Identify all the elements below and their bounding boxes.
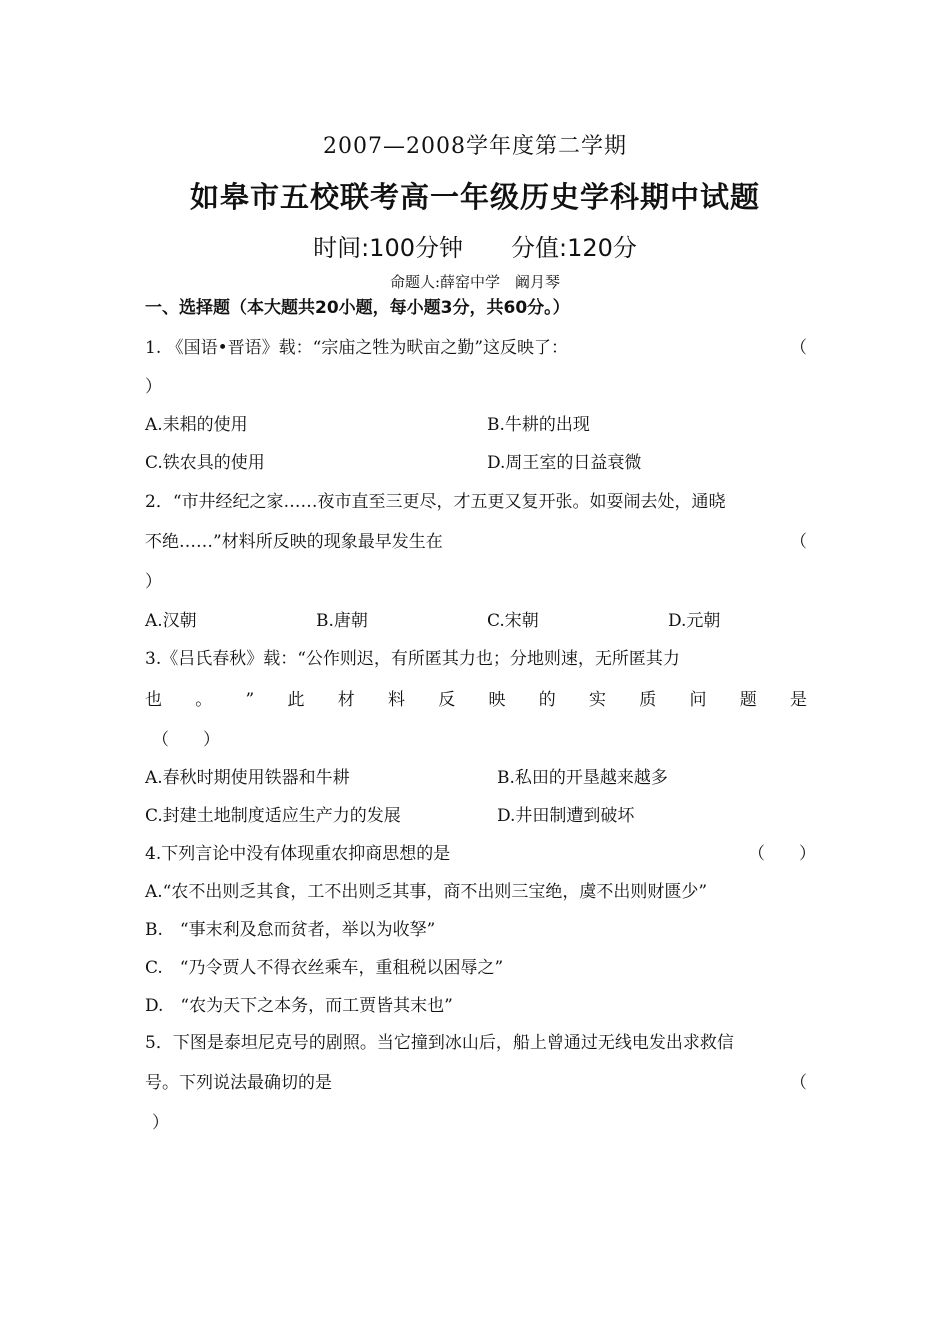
- question-2-option-a: A.汉朝: [145, 611, 197, 631]
- q3-char: 也: [145, 690, 162, 710]
- section-heading: 一、选择题（本大题共20小题，每小题3分，共60分。）: [145, 298, 570, 318]
- q3-char: 映: [488, 690, 506, 710]
- exam-time-score: 时间:100分钟 分值:120分: [313, 234, 637, 262]
- question-4-option-d: D. “农为天下之本务，而工贾皆其末也”: [145, 996, 453, 1016]
- question-1-paren-close: ）: [145, 377, 162, 397]
- question-2-stem-line1: 2．“市井经纪之家……夜市直至三更尽，才五更又复开张。如耍闹去处，通晓: [145, 492, 726, 512]
- question-5-stem-line2: 号。下列说法最确切的是: [145, 1073, 332, 1093]
- question-1-paren-open: （: [790, 338, 807, 358]
- question-5-paren-open: （: [790, 1073, 807, 1093]
- question-5-paren-close: ）: [152, 1113, 169, 1133]
- question-1-option-b: B.牛耕的出现: [487, 415, 590, 435]
- exam-title: 如皋市五校联考高一年级历史学科期中试题: [189, 180, 760, 214]
- q3-char: 。: [195, 690, 213, 710]
- question-1-option-a: A.耒耜的使用: [145, 415, 248, 435]
- q3-char: 问: [689, 690, 707, 710]
- q3-char: 材: [337, 690, 355, 710]
- question-4-option-b: B. “事末利及怠而贫者，举以为收孥”: [145, 920, 436, 940]
- question-1-option-d: D.周王室的日益衰微: [487, 453, 642, 473]
- question-2-option-d: D.元朝: [668, 611, 721, 631]
- question-2-option-b: B.唐朝: [316, 611, 368, 631]
- exam-author: 命题人:薛窑中学 阚月琴: [389, 273, 561, 291]
- question-3-option-b: B.私田的开垦越来越多: [497, 768, 668, 788]
- q3-char: ”: [245, 690, 255, 710]
- question-5-stem-line1: 5．下图是泰坦尼克号的剧照。当它撞到冰山后，船上曾通过无线电发出求救信: [145, 1033, 734, 1053]
- question-3-option-a: A.春秋时期使用铁器和牛耕: [145, 768, 350, 788]
- q3-char: 反: [438, 690, 456, 710]
- exam-term: 2007—2008学年度第二学期: [323, 134, 627, 159]
- question-1-option-c: C.铁农具的使用: [145, 453, 265, 473]
- question-3-stem-line2: [145, 692, 807, 709]
- q3-char: 实: [588, 690, 606, 710]
- question-4-option-c: C. “乃令贾人不得衣丝乘车，重租税以困辱之”: [145, 958, 504, 978]
- q3-char: 的: [538, 690, 556, 710]
- question-2-stem-line2: 不绝……”材料所反映的现象最早发生在: [145, 532, 443, 552]
- question-2-option-c: C.宋朝: [487, 611, 539, 631]
- q3-char: 题: [739, 690, 757, 710]
- question-2-paren-open: （: [790, 532, 807, 552]
- question-1-stem: 1. 《国语•晋语》载：“宗庙之牲为畎亩之勤”这反映了：: [145, 338, 569, 358]
- q3-char: 料: [387, 690, 405, 710]
- q3-char: 质: [639, 690, 657, 710]
- q3-char: 是: [789, 690, 807, 710]
- q3-char: 此: [287, 690, 305, 710]
- question-4-stem: 4.下列言论中没有体现重农抑商思想的是: [145, 844, 451, 864]
- question-3-paren: （ ）: [152, 730, 220, 750]
- question-4-paren: （ ）: [748, 844, 816, 864]
- question-4-option-a: A.“农不出则乏其食，工不出则乏其事，商不出则三宝绝，虞不出则财匮少”: [145, 882, 708, 902]
- question-2-paren-close: ）: [145, 572, 162, 592]
- question-3-option-c: C.封建土地制度适应生产力的发展: [145, 806, 401, 826]
- question-3-option-d: D.井田制遭到破坏: [497, 806, 635, 826]
- question-3-stem-line1: 3.《吕氏春秋》载：“公作则迟，有所匿其力也；分地则速，无所匿其力: [145, 649, 680, 669]
